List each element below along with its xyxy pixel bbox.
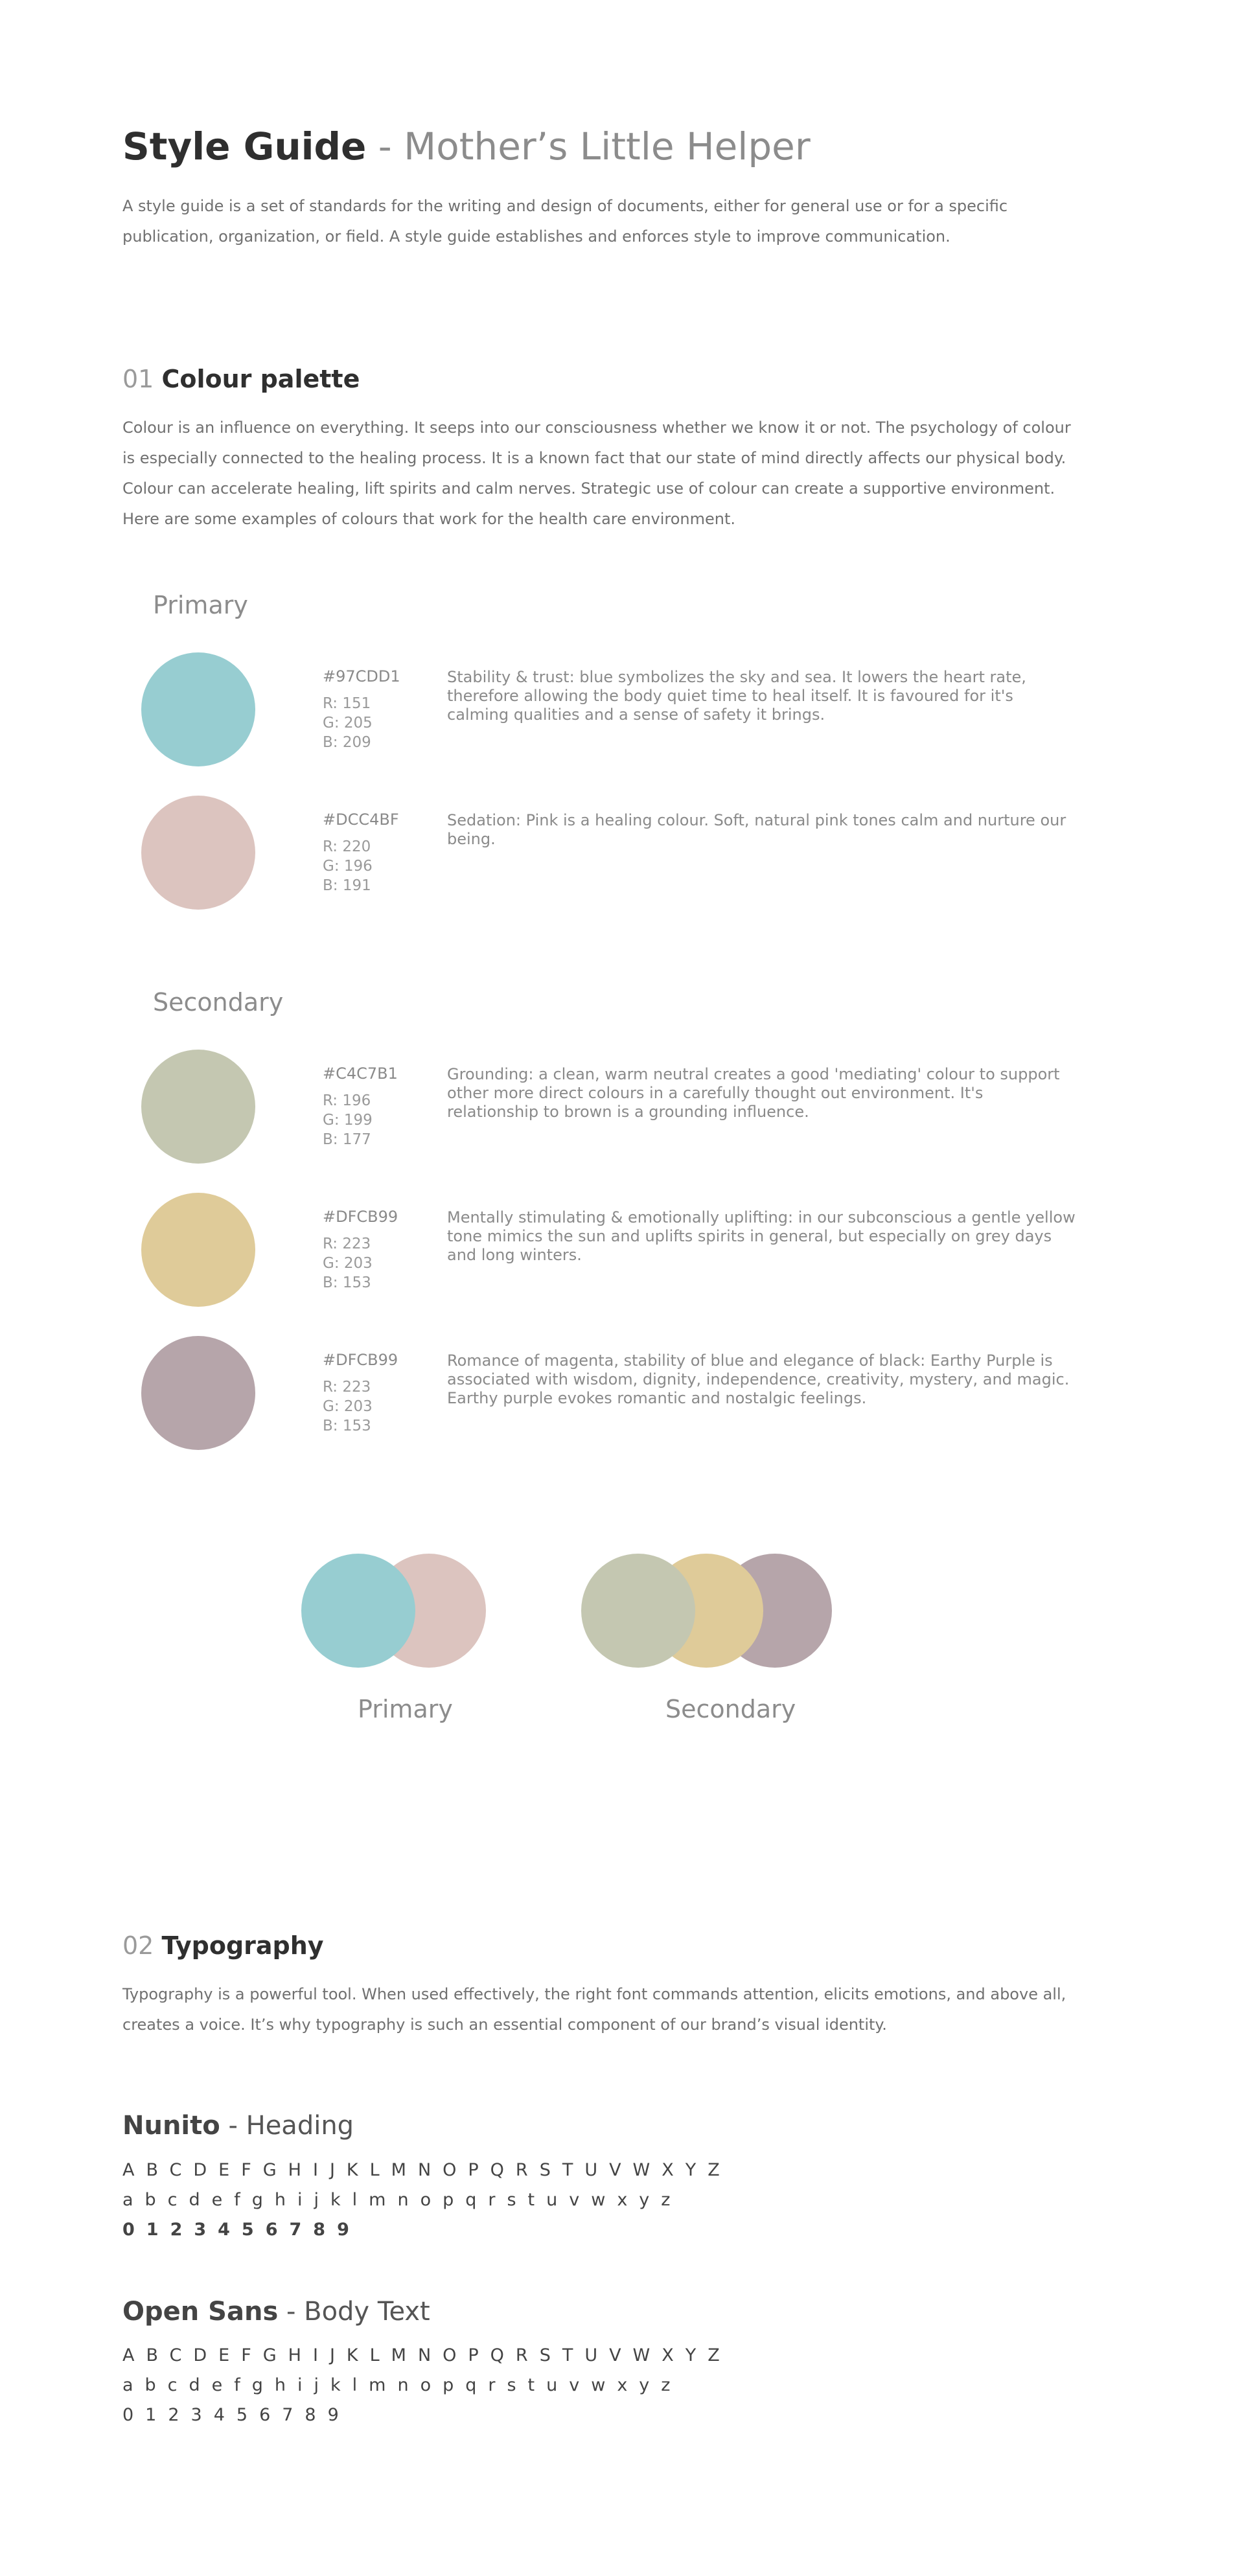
font-family-name: Open Sans: [122, 2297, 279, 2327]
intro-paragraph: A style guide is a set of standards for the writing and design of documents, either for general use or for a specific publication, organization, or field. A style guide establishes and enforces style to improve communication.: [122, 197, 1008, 246]
red-value: R: 196: [323, 1092, 371, 1109]
colour-section-heading: [122, 363, 360, 395]
font-family-name: Nunito: [122, 2111, 220, 2141]
combo-circle: [301, 1554, 415, 1668]
green-value: G: 203: [323, 1255, 373, 1272]
digit-glyphs: 0123456789: [122, 2405, 351, 2425]
red-value: R: 220: [323, 838, 371, 855]
secondary-group-label: Secondary: [153, 988, 284, 1017]
red-value: R: 223: [323, 1379, 371, 1396]
uppercase-glyphs: ABCDEFGHIJKLMNOPQRSTUVWXYZ: [122, 2160, 731, 2180]
combo-circle: [581, 1554, 695, 1668]
section-title: Typography: [161, 1931, 324, 1960]
colour-description: Grounding: a clean, warm neutral creates a good 'mediating' colour to support other more direct colours in a carefully thought out environment. It's relationship to brown is a grounding influence.: [447, 1065, 1060, 1121]
blue-value: B: 177: [323, 1131, 371, 1148]
font-role: - Body Text: [278, 2297, 430, 2327]
colour-swatch: [141, 1193, 255, 1307]
uppercase-glyphs: ABCDEFGHIJKLMNOPQRSTUVWXYZ: [122, 2345, 731, 2365]
typography-section-heading: [122, 1929, 324, 1962]
colour-section-body: Colour is an influence on everything. It seeps into our consciousness whether we know it or not. The psychology of colour is especially connected to the healing process. It is a known fact that our state of mind directly affects our physical body. Colour can accelerate healing, lift spirits and calm nerves. Strategic use of colour can create a supportive environment. Here are some examples of colours that work for the health care environment.: [122, 419, 1071, 528]
section-number: 02: [122, 1931, 154, 1960]
green-value: G: 199: [323, 1112, 373, 1129]
hex-code: #DFCB99: [323, 1208, 398, 1226]
secondary-combo-label: Secondary: [665, 1695, 796, 1723]
hex-code: #DFCB99: [323, 1351, 398, 1369]
page-title-subtitle: - Mother’s Little Helper: [366, 124, 811, 168]
font-title: [122, 2297, 430, 2327]
colour-description: Romance of magenta, stability of blue and elegance of black: Earthy Purple is associated with wisdom, dignity, independence, creativity, mystery, and magic. Earthy purple evokes romantic and nostalgic feelings.: [447, 1351, 1070, 1407]
rgb-values: [323, 1091, 373, 1149]
colour-description: Stability & trust: blue symbolizes the sky and sea. It lowers the heart rate, therefore allowing the body quiet time to heal itself. It is favoured for it's calming qualities and a sense of safety it brings.: [447, 668, 1026, 724]
red-value: R: 151: [323, 695, 371, 712]
blue-value: B: 209: [323, 734, 371, 751]
green-value: G: 196: [323, 858, 373, 875]
page-title-main: Style Guide: [122, 124, 367, 168]
green-value: G: 205: [323, 715, 373, 731]
section-title: Colour palette: [161, 365, 360, 393]
rgb-values: [323, 1377, 373, 1436]
colour-swatch: [141, 1050, 255, 1164]
colour-swatch: [141, 652, 255, 766]
rgb-values: [323, 1234, 373, 1293]
digit-glyphs: 0123456789: [122, 2220, 361, 2240]
red-value: R: 223: [323, 1236, 371, 1252]
hex-code: #DCC4BF: [323, 811, 399, 829]
rgb-values: [323, 694, 373, 752]
hex-code: #97CDD1: [323, 667, 400, 685]
hex-code: #C4C7B1: [323, 1064, 398, 1083]
colour-swatch: [141, 796, 255, 910]
primary-combo-label: Primary: [358, 1695, 453, 1723]
page-title: [122, 121, 811, 172]
blue-value: B: 153: [323, 1274, 371, 1291]
primary-group-label: Primary: [153, 591, 248, 619]
green-value: G: 203: [323, 1398, 373, 1415]
lowercase-glyphs: abcdefghijklmnopqrstuvwxyz: [122, 2190, 682, 2210]
blue-value: B: 191: [323, 877, 371, 894]
blue-value: B: 153: [323, 1418, 371, 1434]
colour-swatch: [141, 1336, 255, 1450]
font-role: - Heading: [220, 2111, 354, 2141]
section-number: 01: [122, 365, 154, 393]
colour-description: Mentally stimulating & emotionally uplifting: in our subconscious a gentle yellow tone mimics the sun and uplifts spirits in general, but especially on grey days and long winters.: [447, 1208, 1076, 1264]
typography-section-body: Typography is a powerful tool. When used effectively, the right font commands attention, elicits emotions, and above all, creates a voice. It’s why typography is such an essential component of our brand’s visual identity.: [122, 1985, 1066, 2034]
rgb-values: [323, 837, 373, 895]
font-title: [122, 2111, 354, 2141]
colour-description: Sedation: Pink is a healing colour. Soft, natural pink tones calm and nurture our being.: [447, 811, 1066, 848]
lowercase-glyphs: abcdefghijklmnopqrstuvwxyz: [122, 2375, 682, 2395]
